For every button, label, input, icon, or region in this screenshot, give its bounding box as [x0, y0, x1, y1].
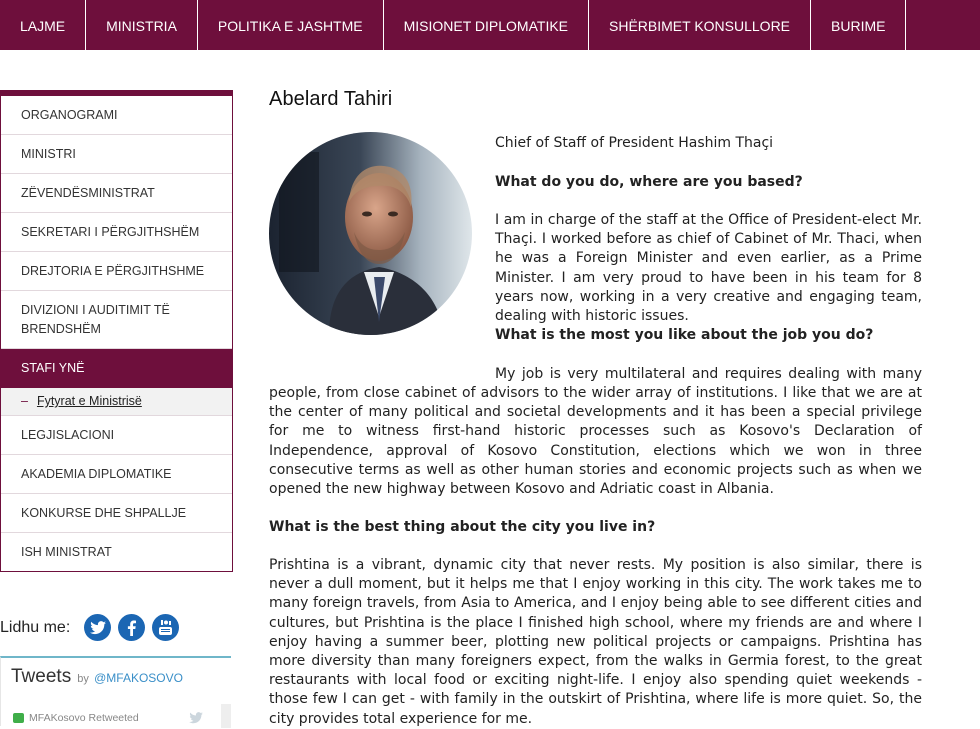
- nav-lajme[interactable]: LAJME: [0, 0, 86, 50]
- tweets-scrollbar[interactable]: [221, 704, 231, 728]
- sidebar-item-sekretari[interactable]: SEKRETARI I PËRGJITHSHËM: [1, 213, 232, 252]
- role-block: [495, 134, 922, 153]
- sidebar-item-organogrami[interactable]: ORGANOGRAMI: [1, 96, 232, 135]
- sidebar-menu: [0, 90, 233, 572]
- question-2-block: [495, 326, 922, 345]
- question-2: What is the most you like about the job you do?: [495, 327, 874, 343]
- social-links: [0, 614, 186, 641]
- question-1-block: [495, 173, 922, 192]
- sidebar-item-ish-ministrat[interactable]: ISH MINISTRAT: [21, 545, 112, 559]
- answer-2-rest: people, from close cabinet of advisors to the wider array of institutions. I like that we are at the center of many political and societal developments and it has been a special privilege for me to witness first-hand historic processes such as Kosovo's Declaration of Independence, approval of Kosovo Constitution, elections which we won in three consecutive terms as well as other human stories and economic projects such as when we opened the new highway between Kosovo and Adriatic coast in Albania.: [269, 385, 922, 498]
- sidebar-item-zevendesministrat[interactable]: ZËVENDËSMINISTRAT: [1, 174, 232, 213]
- question-3-block: [269, 518, 922, 537]
- nav-burime[interactable]: BURIME: [811, 0, 906, 50]
- twitter-icon[interactable]: [84, 614, 111, 641]
- sidebar-subitem: [1, 388, 232, 416]
- article: [269, 88, 922, 727]
- nav-politika-e-jashtme[interactable]: POLITIKA E JASHTME: [198, 0, 384, 50]
- answer-3: Prishtina is a vibrant, dynamic city that never rests. My position is also similar, there is never a dull moment, but it helps me that I enjoy working in this city. The work takes me to many foreign travels, from Asia to America, and I enjoy being able to see different cities and cultures, but Prishtina is the place I finished high school, where my friends are and where I enjoy having a summer beer, plotting new political projects or campaigns. Prishtina has more diversity than many foreigners expect, from the walks in Germia forest, to the great restaurants with local food or exciting night-life. I enjoy also spending quiet weekends - those few I can get - with family in the outskirt of Prishtina, where life is more quiet. So, the city provides total experience for me.: [269, 557, 922, 727]
- twitter-bird-icon: [189, 712, 203, 724]
- sidebar-item-konkurse[interactable]: KONKURSE DHE SHPALLJE: [1, 494, 232, 533]
- tweets-widget: [0, 656, 231, 726]
- nav-misionet-diplomatike[interactable]: MISIONET DIPLOMATIKE: [384, 0, 589, 50]
- answer-2-first-line: My job is very multilateral and requires dealing with many: [495, 366, 922, 382]
- tweets-handle-link[interactable]: @MFAKOSOVO: [94, 671, 183, 685]
- retweet-notice: [13, 712, 139, 724]
- sidebar-item-akademia[interactable]: AKADEMIA DIPLOMATIKE: [1, 455, 232, 494]
- role-text: Chief of Staff of President Hashim Thaçi: [495, 135, 774, 151]
- sidebar-item-legjislacioni[interactable]: LEGJISLACIONI: [1, 416, 232, 455]
- top-navigation: [0, 0, 980, 50]
- youtube-icon[interactable]: [152, 614, 179, 641]
- question-3: What is the best thing about the city you live in?: [269, 519, 656, 535]
- sidebar-item-stafi-yne[interactable]: STAFI YNË: [1, 349, 232, 388]
- dash-bullet: –: [21, 394, 28, 408]
- tweets-by: by: [77, 673, 89, 685]
- sidebar-item-divizioni-auditimit[interactable]: DIVIZIONI I AUDITIMIT TË BRENDSHËM: [1, 291, 232, 349]
- sidebar-item-ministri[interactable]: MINISTRI: [1, 135, 232, 174]
- question-1: What do you do, where are you based?: [495, 174, 803, 190]
- answer-2-first-block: [495, 365, 922, 384]
- tweets-header: [1, 658, 231, 688]
- answer-1-block: [495, 211, 922, 326]
- nav-filler: [906, 0, 980, 50]
- page-title: Abelard Tahiri: [269, 88, 393, 110]
- answer-2-rest-block: [269, 384, 922, 499]
- answer-1: I am in charge of the staff at the Office of President-elect Mr. Thaçi. I worked before as chief of Cabinet of Mr. Thaci, when he was a Foreign Minister and even earlier, as a Prime Minister. I am very proud to have been in his team for 8 years now, working in a very creative and engaging team, dealing with historic issues.: [495, 212, 922, 325]
- answer-3-block: [269, 556, 922, 729]
- retweet-label: MFAKosovo Retweeted: [29, 712, 139, 724]
- sidebar-item-drejtoria[interactable]: DREJTORIA E PËRGJITHSHME: [1, 252, 232, 291]
- social-label: Lidhu me:: [0, 618, 71, 636]
- nav-ministria[interactable]: MINISTRIA: [86, 0, 198, 50]
- facebook-icon[interactable]: [118, 614, 145, 641]
- sidebar-subitem-fytyrat[interactable]: Fytyrat e Ministrisë: [36, 394, 142, 408]
- nav-sherbimet-konsullore[interactable]: SHËRBIMET KONSULLORE: [589, 0, 811, 50]
- portrait-photo: [269, 132, 472, 335]
- tweets-title: Tweets: [11, 666, 72, 687]
- retweet-icon: [13, 713, 24, 723]
